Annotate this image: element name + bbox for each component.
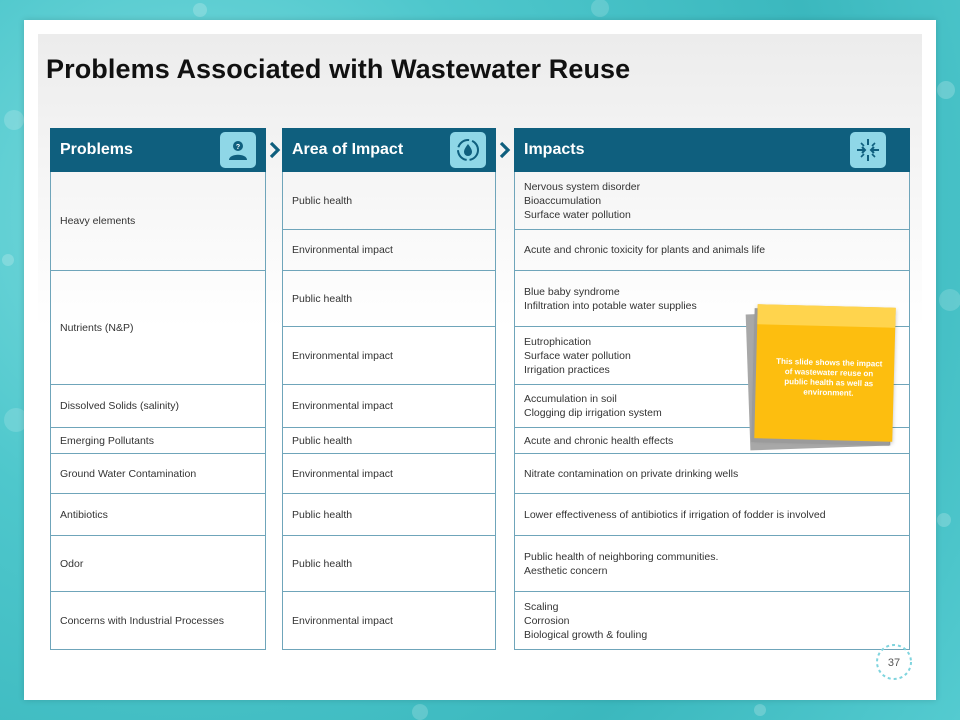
problem-label: Nutrients (N&P) — [60, 321, 134, 334]
impact-line: Nervous system disorder — [524, 180, 641, 193]
impact-line: Surface water pollution — [524, 208, 631, 221]
impact-line: Acute and chronic toxicity for plants and animals life — [524, 244, 766, 256]
problem-cell — [51, 494, 265, 536]
area-label: Public health — [292, 434, 353, 447]
problem-cell — [51, 172, 265, 271]
problem-label: Antibiotics — [60, 508, 108, 521]
area-cell — [283, 536, 495, 592]
svg-text:?: ? — [235, 144, 241, 151]
impact-line: Scaling — [524, 600, 559, 613]
area-cells — [282, 172, 496, 650]
area-label: Environmental impact — [292, 244, 393, 256]
problem-cell — [51, 536, 265, 592]
sticky-note-tape — [757, 304, 895, 328]
sticky-note — [754, 304, 895, 442]
impact-cell — [515, 592, 909, 650]
impact-line: Corrosion — [524, 614, 570, 627]
impact-line: Blue baby syndrome — [524, 285, 620, 298]
area-cell — [283, 230, 495, 271]
area-label: Public health — [292, 557, 353, 570]
impact-line: Public health of neighboring communities. — [524, 550, 719, 563]
impact-line: Surface water pollution — [524, 349, 631, 362]
area-header-label: Area of Impact — [292, 141, 404, 158]
area-label: Public health — [292, 508, 353, 521]
problem-cell — [51, 271, 265, 385]
area-cell — [283, 172, 495, 230]
problems-header — [50, 128, 266, 172]
impact-line: Aesthetic concern — [524, 564, 608, 577]
chevron-right-icon — [498, 141, 512, 159]
collapse-arrows-icon — [850, 132, 886, 168]
impact-cell — [515, 230, 909, 271]
impact-line: Nitrate contamination on private drinking wells — [524, 467, 739, 480]
impact-line: Eutrophication — [524, 335, 592, 348]
area-cell — [283, 454, 495, 494]
area-label: Environmental impact — [292, 614, 393, 627]
person-question-icon — [220, 132, 256, 168]
area-label: Public health — [292, 194, 353, 207]
area-cell — [283, 385, 495, 428]
impact-line: Irrigation practices — [524, 363, 610, 376]
impact-line: Biological growth & fouling — [524, 628, 648, 641]
impact-cell — [515, 172, 909, 230]
chevron-right-icon — [268, 141, 282, 159]
impact-cell — [515, 494, 909, 536]
page-title: Problems Associated with Wastewater Reuse — [46, 54, 631, 84]
problem-label: Concerns with Industrial Processes — [60, 614, 224, 627]
problem-label: Emerging Pollutants — [60, 434, 154, 447]
problem-label: Heavy elements — [60, 215, 136, 227]
area-cell — [283, 327, 495, 385]
area-cell — [283, 428, 495, 454]
impact-line: Lower effectiveness of antibiotics if irrigation of fodder is involved — [524, 508, 826, 521]
problem-label: Odor — [60, 557, 84, 570]
area-cell — [283, 592, 495, 650]
area-cell — [283, 494, 495, 536]
sticky-note-text: This slide shows the impact of wastewater reuse on public health as well as environment. — [776, 356, 883, 398]
problem-cell — [51, 428, 265, 454]
recycle-water-icon — [450, 132, 486, 168]
problem-cell — [51, 454, 265, 494]
problem-cell — [51, 592, 265, 650]
problems-column — [50, 128, 266, 650]
area-header — [282, 128, 496, 172]
problems-cells — [50, 172, 266, 650]
impact-cell — [515, 536, 909, 592]
impact-line: Bioaccumulation — [524, 194, 602, 207]
problems-header-label: Problems — [60, 141, 133, 158]
impact-cell — [515, 454, 909, 494]
problem-cell — [51, 385, 265, 428]
area-label: Environmental impact — [292, 400, 393, 412]
problem-label: Ground Water Contamination — [60, 467, 197, 480]
impacts-header-label: Impacts — [524, 141, 585, 158]
page-number: 37 — [887, 657, 901, 669]
area-label: Environmental impact — [292, 349, 393, 362]
impact-line: Accumulation in soil — [524, 393, 617, 405]
problem-label: Dissolved Solids (salinity) — [60, 400, 180, 412]
impact-line: Acute and chronic health effects — [524, 434, 674, 447]
area-column — [282, 128, 496, 650]
area-label: Environmental impact — [292, 467, 393, 480]
impacts-header — [514, 128, 910, 172]
impact-line: Infiltration into potable water supplies — [524, 299, 697, 312]
area-cell — [283, 271, 495, 327]
area-label: Public health — [292, 292, 353, 305]
impact-line: Clogging dip irrigation system — [524, 407, 662, 419]
